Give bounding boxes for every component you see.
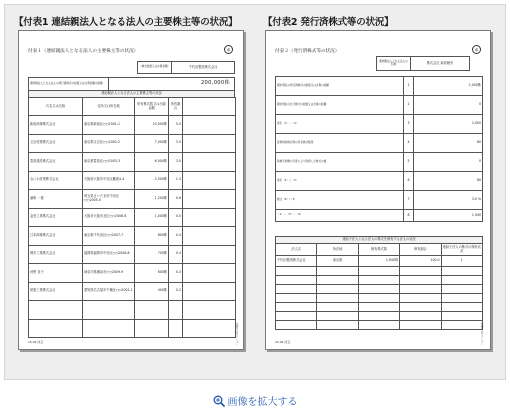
- col-header: 連結子法人の株式の保有状況: [441, 244, 482, 256]
- shareholder-address: 東京都新宿区○○2001-1: [83, 116, 135, 135]
- row-number: 1: [404, 77, 414, 96]
- col-header: 氏名又は名称: [29, 98, 83, 116]
- blank-cell: [183, 98, 236, 116]
- blank-cell: [83, 301, 135, 320]
- blank-cell: [183, 301, 236, 320]
- blank-cell: [135, 319, 169, 338]
- form-sheet-appendix-1: [18, 30, 244, 350]
- table-row: [276, 77, 483, 96]
- shareholder-shares: 10,000株: [135, 116, 169, 135]
- shareholder-address: 埼玉県さいたま市中央区○○2005-5: [83, 190, 135, 209]
- blank-cell: [29, 301, 83, 320]
- sheet-footer: 22.04 改正: [275, 340, 291, 344]
- row-value: 0: [414, 96, 483, 115]
- head-label: 連結親法人となる法人の名称: [377, 57, 411, 71]
- head-label: （株式総数又は出資金額）: [138, 62, 172, 74]
- sheet-title: 付表１（連結親法人となる法人の主要株主等の状況）: [28, 49, 139, 54]
- row-value: 60: [414, 172, 483, 191]
- head-company: 株式会社 新宿販売: [411, 57, 470, 71]
- col-header: 所有株式数又は出資金額: [135, 98, 169, 116]
- shareholder-address: 東京都文京区○○2002-2: [83, 134, 135, 153]
- shareholder-shares: 1,000株: [135, 208, 169, 227]
- table-row: [29, 282, 236, 301]
- shareholder-shares: 2,500株: [135, 171, 169, 190]
- shareholder-name: 日本商事株式会社: [29, 227, 83, 246]
- total-shares-table: [28, 77, 235, 98]
- row-value: 3.0 %: [414, 191, 483, 210]
- shareholder-name: 尾張工業株式会社: [29, 282, 83, 301]
- row-label: 割合（6）/（3）: [276, 191, 404, 210]
- blank-cell: [169, 319, 183, 338]
- owner-mark: 1: [441, 256, 482, 267]
- shareholder-address: 大阪府大阪市中央区難波4-4: [83, 171, 135, 190]
- col-header: 所有割合: [169, 98, 183, 116]
- blank-cell: [183, 116, 236, 135]
- table-row: [29, 190, 236, 209]
- col-header: 住所又は所在地: [83, 98, 135, 116]
- row-value: 2,000: [414, 115, 483, 134]
- enlarge-label: 画像を拡大する: [227, 397, 298, 408]
- shareholder-shares: 1,200株: [135, 190, 169, 209]
- shareholder-address: 大阪市大阪市北区○○2006-6: [83, 208, 135, 227]
- shareholder-ratio: 0.4: [169, 245, 183, 264]
- shareholder-ratio: 0.2: [169, 282, 183, 301]
- shareholder-name: 博多工業株式会社: [29, 245, 83, 264]
- shareholder-ratio: 1.3: [169, 171, 183, 190]
- shareholder-name: 河野 花子: [29, 264, 83, 283]
- blank-cell: [183, 319, 236, 338]
- sheet-title: 付表２（発行済株式等の状況）: [275, 49, 340, 54]
- shareholder-ratio: 0.3: [169, 264, 183, 283]
- shareholder-ratio: 0.4: [169, 227, 183, 246]
- blank-cell: [183, 245, 236, 264]
- table-row: [276, 191, 483, 210]
- table-row: [29, 116, 236, 135]
- shareholder-ratio: 0.6: [169, 190, 183, 209]
- row-value: 60: [414, 134, 483, 153]
- blank-cell: [183, 208, 236, 227]
- row-value: 2,000株: [414, 77, 483, 96]
- row-value: 1,940: [414, 210, 483, 222]
- blank-cell: [183, 171, 236, 190]
- shareholder-name: 豊島建設株式会社: [29, 153, 83, 172]
- row-number: 5: [404, 153, 414, 172]
- holder-table: [275, 236, 483, 330]
- row-label: 新株予約権の行使により取得した株式の数: [276, 153, 404, 172]
- shareholder-address: 福岡県福岡市中央区○○2008-8: [83, 245, 135, 264]
- shareholder-shares: 400株: [135, 282, 169, 301]
- col-header: 所在地: [317, 244, 358, 256]
- row-number: 6: [404, 172, 414, 191]
- blank-cell: [183, 134, 236, 153]
- table-row: [276, 210, 483, 222]
- col-header: 法人名: [276, 244, 317, 256]
- shareholder-ratio: 0.5: [169, 208, 183, 227]
- shareholder-name: 浦和 一郎: [29, 190, 83, 209]
- table-row: [276, 153, 483, 172]
- shareholder-address: 東京都千代田区○○2007-7: [83, 227, 135, 246]
- table-row: [29, 264, 236, 283]
- margin-note: （法０２０１－３）: [480, 321, 484, 347]
- total-label: 連結親法人となる法人の発行済株式の総数又は出資金額の総額: [29, 78, 109, 91]
- blank-cell: [169, 301, 183, 320]
- table-row: [29, 245, 236, 264]
- sheet-footer: 15.04 改正: [28, 340, 44, 344]
- total-value: 200,000株: [109, 78, 235, 91]
- form-mark: 承: [472, 45, 481, 54]
- empty-row: [29, 319, 236, 338]
- shareholder-shares: 6,000株: [135, 153, 169, 172]
- table-row: [276, 172, 483, 191]
- owner-name: 千代田製造株式会社: [276, 256, 317, 267]
- caption-appendix-1: 【付表1 連結親法人となる法人の主要株主等の状況】: [14, 17, 238, 28]
- shareholder-shares: 600株: [135, 264, 169, 283]
- shareholders-table: [28, 97, 236, 338]
- shareholder-ratio: 3.5: [169, 134, 183, 153]
- issued-shares-table: [275, 76, 483, 222]
- col-header: 保有株式数: [358, 244, 399, 256]
- table-row: [29, 153, 236, 172]
- shareholder-name: 新宿商事株式会社: [29, 116, 83, 135]
- row-label: 差引（4）＋（5）: [276, 172, 404, 191]
- blank-cell: [29, 319, 83, 338]
- zoom-in-icon: [213, 395, 225, 407]
- shareholder-shares: 800株: [135, 227, 169, 246]
- row-number: 4: [404, 134, 414, 153]
- shareholder-address: 愛知県名古屋市千種区○○2001-1: [83, 282, 135, 301]
- shareholder-shares: 7,000株: [135, 134, 169, 153]
- shareholder-name: 文京産業株式会社: [29, 134, 83, 153]
- owner-location: 東京都: [317, 256, 358, 267]
- shareholder-ratio: 3.0: [169, 153, 183, 172]
- shareholder-name: 金堂工業株式会社: [29, 208, 83, 227]
- head-company: 千代田製造株式会社: [172, 62, 235, 74]
- section-label: 連結子法人となる法人の株式を保有する法人の状況: [276, 237, 483, 244]
- caption-appendix-2: 【付表2 発行済株式等の状況】: [263, 17, 394, 28]
- row-number: 7: [404, 191, 414, 210]
- shareholder-shares: 700株: [135, 245, 169, 264]
- table-row: [29, 208, 236, 227]
- blank-cell: [183, 264, 236, 283]
- table-row: [29, 227, 236, 246]
- row-label: 期末現在の発行済株式の総数又は出資の総額: [276, 77, 404, 96]
- empty-row: [29, 301, 236, 320]
- blank-cell: [183, 153, 236, 172]
- section-label: 連結親法人となる法人の主要株主等の状況: [29, 91, 235, 98]
- table-row: [29, 134, 236, 153]
- form-sheet-appendix-2: [265, 30, 491, 350]
- enlarge-image-link[interactable]: [0, 393, 510, 408]
- blank-cell: [183, 227, 236, 246]
- shareholder-address: 神奈川県横浜市○○2009-9: [83, 264, 135, 283]
- table-row: [276, 96, 483, 115]
- blank-cell: [83, 319, 135, 338]
- blank-cell: [135, 301, 169, 320]
- owner-ratio: 100.0: [400, 256, 441, 267]
- row-number: 2: [404, 96, 414, 115]
- shareholder-name: なにわ産業株式会社: [29, 171, 83, 190]
- row-label: 従業員持株会等の所有株式数等: [276, 134, 404, 153]
- shareholder-address: 東京都豊島区○○2003-3: [83, 153, 135, 172]
- margin-note: （法０２０１－３）: [235, 321, 239, 347]
- header-company-table: [137, 61, 235, 74]
- table-row: [276, 134, 483, 153]
- header-company-table: [376, 56, 470, 71]
- row-number: 3: [404, 115, 414, 134]
- blank-cell: [183, 282, 236, 301]
- shareholder-ratio: 5.0: [169, 116, 183, 135]
- row-value: 0: [414, 153, 483, 172]
- row-label: 差引（1）－（2）: [276, 115, 404, 134]
- blank-cell: [183, 190, 236, 209]
- owner-shares: 1,940株: [358, 256, 399, 267]
- row-label: （1）－（5）－（6）: [276, 210, 404, 222]
- row-label: 期末現在の自己株式の総数又は出資の総額: [276, 96, 404, 115]
- row-number: 8: [404, 210, 414, 222]
- table-row: [29, 171, 236, 190]
- col-header: 保有割合: [400, 244, 441, 256]
- table-row: [276, 115, 483, 134]
- form-mark: 承: [224, 45, 233, 54]
